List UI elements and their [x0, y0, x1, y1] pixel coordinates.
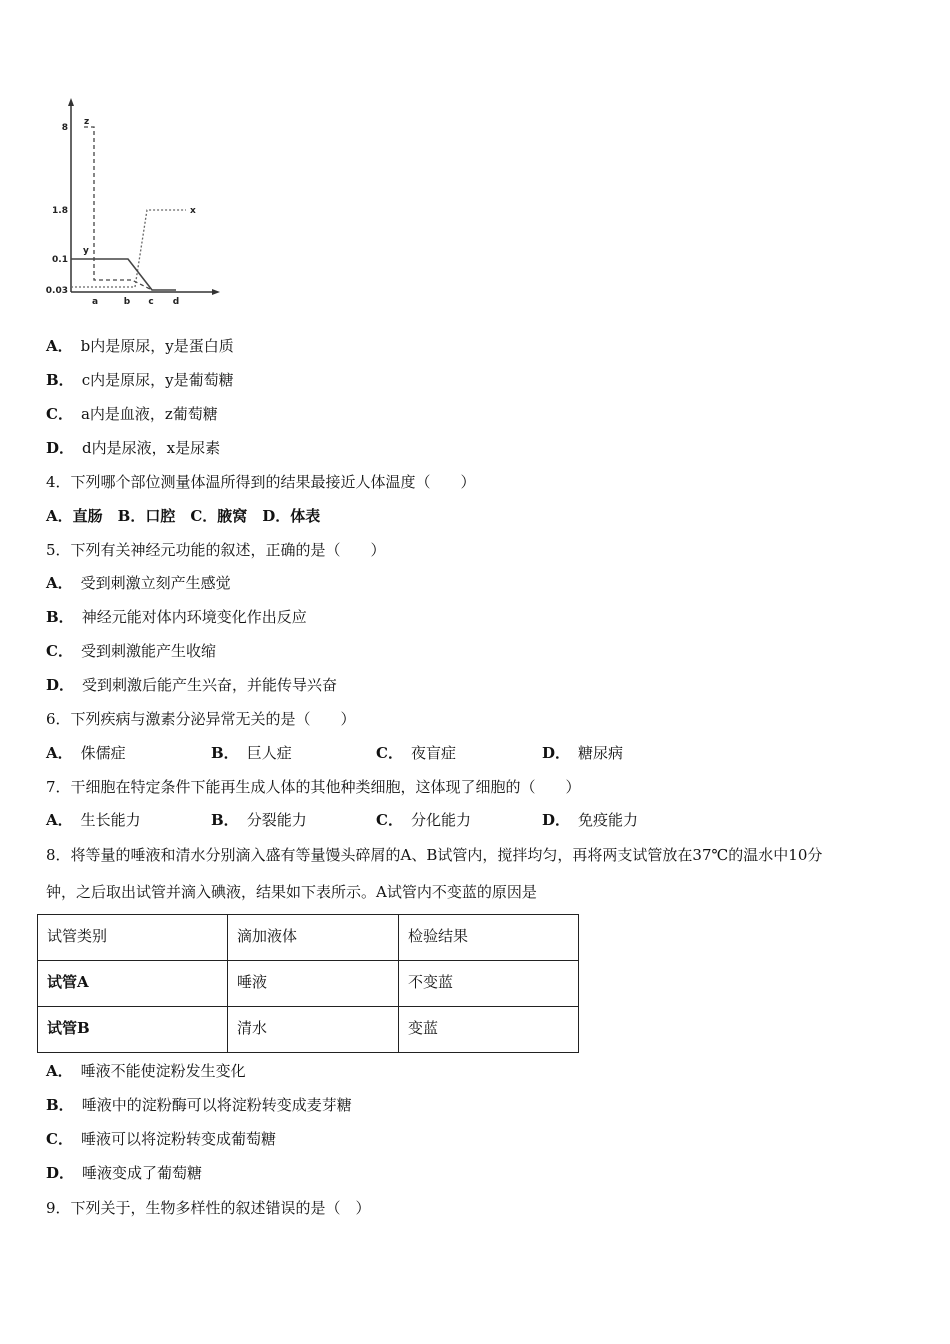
option-letter: A．: [46, 1062, 73, 1080]
q5-option-a[interactable]: [46, 573, 231, 593]
chart-ticks: [46, 123, 179, 307]
table-cell: 试管A: [38, 961, 228, 1007]
option-letter: D．: [542, 811, 571, 829]
table-cell: 试管B: [38, 1007, 228, 1053]
table-cell: 不变蓝: [399, 961, 579, 1007]
x-tick-label: a: [91, 297, 99, 307]
option-text: 唾液可以将淀粉转变成葡萄糖: [80, 1130, 276, 1148]
series-label-y: y: [83, 246, 89, 256]
option-text: a内是血液，z葡萄糖: [80, 405, 218, 423]
chart-axes: [68, 98, 220, 295]
option-text: 免疫能力: [578, 811, 639, 829]
option-text: 唾液中的淀粉酶可以将淀粉转变成麦芽糖: [81, 1096, 352, 1114]
table-header-cell: 试管类别: [38, 915, 228, 961]
option-text: 糖尿病: [578, 744, 624, 762]
y-tick-label: 8: [61, 123, 68, 133]
option-letter: B．: [46, 371, 74, 389]
option-text: d内是尿液，x是尿素: [82, 439, 221, 457]
option-text: 受到刺激后能产生兴奋，并能传导兴奋: [82, 676, 338, 694]
series-line-y: [71, 259, 176, 290]
option-letter: A．: [46, 337, 73, 355]
y-tick-label: 1.8: [52, 206, 68, 216]
q5-option-d[interactable]: [46, 675, 337, 695]
q7-option-d[interactable]: [542, 810, 638, 830]
q6-option-b[interactable]: [211, 743, 292, 763]
option-letter: D．: [46, 1164, 75, 1182]
q5-option-c[interactable]: [46, 641, 216, 661]
q7-option-c[interactable]: [376, 810, 471, 830]
q7-option-b[interactable]: [211, 810, 307, 830]
option-text: 侏儒症: [80, 744, 126, 762]
option-text: b内是原尿，y是蛋白质: [80, 337, 234, 355]
option-letter: B．: [46, 1096, 74, 1114]
option-letter: C．: [46, 405, 73, 423]
option-letter: D．: [46, 439, 75, 457]
q6-stem: 6．下列疾病与激素分泌异常无关的是（ ）: [46, 710, 356, 728]
option-letter: D．: [46, 676, 75, 694]
q3-option-b[interactable]: [46, 370, 234, 390]
table-cell: 唾液: [228, 961, 399, 1007]
table-row: [38, 961, 579, 1007]
q9-stem: 9．下列关于，生物多样性的叙述错误的是（ ）: [46, 1199, 371, 1217]
option-text: 唾液变成了葡萄糖: [82, 1164, 203, 1182]
table-row: [38, 1007, 579, 1053]
option-text: 受到刺激能产生收缩: [80, 642, 216, 660]
option-letter: C．: [46, 642, 73, 660]
series-label-z: z: [84, 117, 90, 127]
chart-series-labels: [83, 117, 196, 256]
option-text: c内是原尿，y是葡萄糖: [81, 371, 234, 389]
option-letter: B．: [211, 744, 239, 762]
filtration-chart: [40, 92, 230, 307]
option-letter: B．: [46, 608, 74, 626]
y-axis-arrow: [68, 98, 74, 106]
option-text: 受到刺激立刻产生感觉: [80, 574, 231, 592]
q6-option-d[interactable]: [542, 743, 623, 763]
x-tick-label: d: [172, 297, 180, 307]
option-letter: A．: [46, 574, 73, 592]
q3-option-a[interactable]: [46, 336, 234, 356]
q6-options: [46, 743, 846, 763]
table-cell: 清水: [228, 1007, 399, 1053]
option-text: 巨人症: [246, 744, 292, 762]
q6-option-a[interactable]: [46, 743, 126, 763]
q6-option-c[interactable]: [376, 743, 456, 763]
q8-option-c[interactable]: [46, 1129, 276, 1149]
q5-stem: 5．下列有关神经元功能的叙述，正确的是（ ）: [46, 541, 386, 559]
y-tick-label: 0.1: [52, 255, 68, 265]
table-header-row: [38, 915, 579, 961]
q3-option-d[interactable]: [46, 438, 220, 458]
q5-option-b[interactable]: [46, 607, 307, 627]
table-cell: 变蓝: [399, 1007, 579, 1053]
option-text: 分化能力: [410, 811, 471, 829]
option-text: 分裂能力: [246, 811, 307, 829]
option-letter: A．: [46, 744, 73, 762]
table-header-cell: 滴加液体: [228, 915, 399, 961]
q3-option-c[interactable]: [46, 404, 218, 424]
q8-option-a[interactable]: [46, 1061, 246, 1081]
q8-option-d[interactable]: [46, 1163, 202, 1183]
q8-results-table: [37, 914, 579, 1053]
option-letter: D．: [542, 744, 571, 762]
option-text: 唾液不能使淀粉发生变化: [80, 1062, 246, 1080]
q8-stem-line1: 8．将等量的唾液和清水分别滴入盛有等量馒头碎屑的A、B试管内，搅拌均匀，再将两支试管放在37℃的温水中10分: [46, 846, 823, 864]
y-tick-label: 0.03: [45, 286, 68, 296]
option-letter: B．: [211, 811, 239, 829]
x-tick-label: c: [148, 297, 154, 307]
table-header-cell: 检验结果: [399, 915, 579, 961]
option-letter: A．: [46, 811, 73, 829]
q4-stem: 4．下列哪个部位测量体温所得到的结果最接近人体温度（ ）: [46, 473, 476, 491]
chart-series: [71, 127, 186, 290]
option-text: 神经元能对体内环境变化作出反应: [81, 608, 307, 626]
series-label-x: x: [190, 206, 196, 216]
q7-option-a[interactable]: [46, 810, 141, 830]
option-letter: C．: [376, 811, 403, 829]
x-axis-arrow: [212, 289, 220, 295]
q8-stem-line2: 钟，之后取出试管并滴入碘液，结果如下表所示。A试管内不变蓝的原因是: [46, 883, 537, 901]
q7-options: [46, 810, 846, 830]
q8-option-b[interactable]: [46, 1095, 352, 1115]
option-text: 生长能力: [80, 811, 141, 829]
series-line-z: [84, 127, 152, 290]
option-letter: C．: [46, 1130, 73, 1148]
option-text: 夜盲症: [410, 744, 456, 762]
q7-stem: 7．干细胞在特定条件下能再生成人体的其他种类细胞，这体现了细胞的（ ）: [46, 778, 581, 796]
x-tick-label: b: [123, 297, 131, 307]
option-letter: C．: [376, 744, 403, 762]
q4-options[interactable]: A．直肠 B．口腔 C．腋窝 D．体表: [46, 507, 321, 525]
